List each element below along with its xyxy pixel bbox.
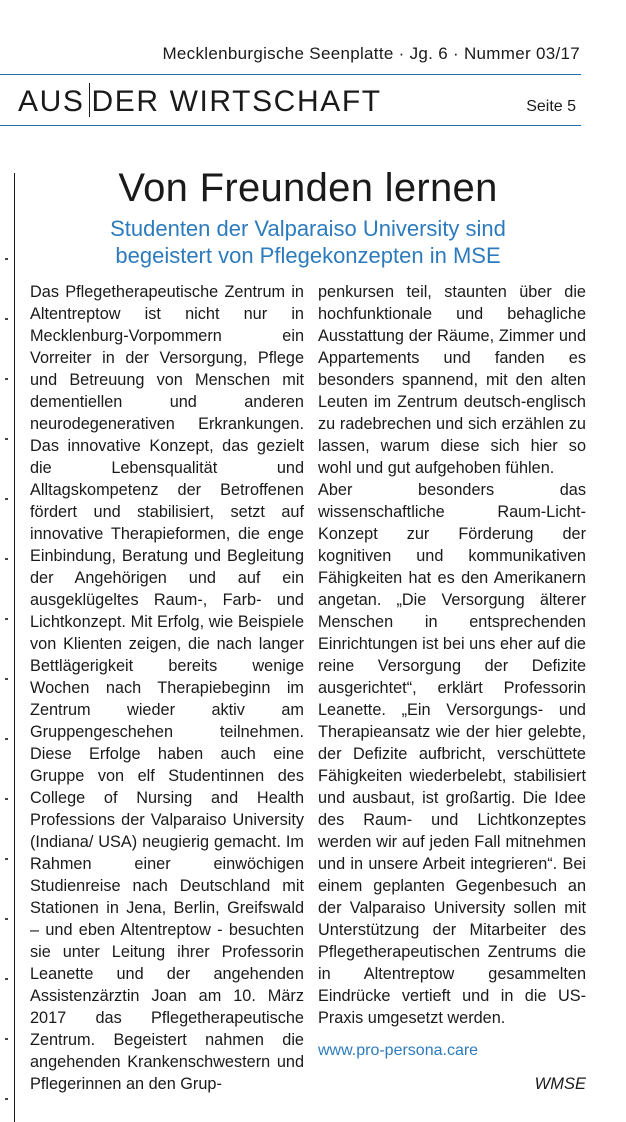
- header-bottom-rule: [0, 125, 581, 126]
- margin-tick: [5, 678, 8, 680]
- article-headline: Von Freunden lernen: [118, 166, 498, 210]
- margin-tick: [5, 738, 8, 740]
- margin-tick: [5, 1098, 8, 1100]
- margin-tick: [5, 318, 8, 320]
- section-divider: [89, 83, 90, 117]
- article-column-right: [318, 281, 586, 1095]
- masthead: Mecklenburgische Seenplatte · Jg. 6 · Nummer 03/17: [162, 44, 580, 63]
- page-number: Seite 5: [526, 98, 576, 115]
- section-title-part1: AUS: [18, 85, 85, 118]
- margin-tick: [5, 918, 8, 920]
- article-subheadline: [18, 215, 598, 269]
- article-column-left: [30, 281, 304, 1095]
- margin-tick: [5, 258, 8, 260]
- section-title: [18, 82, 382, 122]
- website-link[interactable]: www.pro-persona.care: [318, 1042, 479, 1059]
- margin-tick: [5, 1038, 8, 1040]
- subheadline-line-2: begeistert von Pflegekonzepten in MSE: [115, 243, 501, 268]
- margin-tick: [5, 558, 8, 560]
- article-paragraph: penkursen teil, staunten über die hochfunktionale und behagliche Ausstattung der Räume, Zimmer und Appartements und fanden es besonders spannend, mit den alten Leuten im Zentrum deutsch-englisch zu radebrechen und sich erzählen zu lassen, warum diese sich hier so wohl und gut aufgehoben fühlen.: [318, 283, 586, 477]
- article-paragraph: Das Pflegetherapeutische Zentrum in Altentreptow ist nicht nur in Mecklenburg-Vorpommern ein Vorreiter in der Versorgung, Pflege und Betreuung von Menschen mit dementiellen und anderen neurodegenerativen Erkrankungen. Das innovative Konzept, das gezielt die Lebensqualität und Alltagskompetenz der Betroffenen fördert und stabilisiert, setzt auf innovative Therapieformen, die enge Einbindung, Beratung und Begleitung der Angehörigen und auf ein ausgeklügeltes Raum-, Farb- und Lichtkonzept. Mit Erfolg, wie Beispiele von Klienten zeigen, die nach langer Bettlägerigkeit bereits wenige Wochen nach Therapiebeginn im Zentrum wieder aktiv am Gruppengeschehen teilnehmen. Diese Erfolge haben auch eine Gruppe von elf Studentinnen des College of Nursing and Health Professions der Valparaiso University (Indiana/ USA) neugierig gemacht. Im Rahmen einer einwöchigen Studienreise nach Deutschland mit Stationen in Jena, Berlin, Greifswald – und eben Altentreptow - besuchten sie unter Leitung ihrer Professorin Leanette und der angehenden Assistenzärztin Joan am 10. März 2017 das Pflegetherapeutische Zentrum. Begeistert nahmen die angehenden Krankenschwestern und Pflegerinnen an den Grup-: [30, 283, 304, 1093]
- section-title-part2: DER WIRTSCHAFT: [91, 85, 382, 118]
- margin-tick: [5, 978, 8, 980]
- margin-tick: [5, 798, 8, 800]
- margin-tick: [5, 618, 8, 620]
- margin-tick: [5, 498, 8, 500]
- article-paragraph: Aber besonders das wissenschaftliche Raum-Licht-Konzept zur Förderung der kognitiven und kommunikativen Fähigkeiten hat es den Amerikanern angetan. „Die Versorgung älterer Menschen in entsprechenden Einrichtungen ist bei uns eher auf die reine Versorgung der Defizite ausgerichtet“, erklärt Professorin Leanette. „Ein Versorgungs- und Therapieansatz wie der hier gelebte, der Defizite aufbricht, verschüttete Fähigkeiten wiederbelebt, stabilisiert und ausbaut, ist großartig. Die Idee des Raum- und Lichtkonzeptes werden wir auf jeden Fall mitnehmen und in unsere Arbeit integrieren“. Bei einem geplanten Gegenbesuch an der Valparaiso University sollen mit Unterstützung der Mitarbeiter des Pflegetherapeutischen Zentrums die in Altentreptow gesammelten Eindrücke vertieft und in die US-Praxis umgesetzt werden.: [318, 481, 586, 1027]
- margin-tick: [5, 438, 8, 440]
- author-signature: WMSE: [534, 1075, 586, 1093]
- subheadline-line-1: Studenten der Valparaiso University sind: [110, 216, 506, 241]
- header-top-rule: [0, 74, 581, 75]
- margin-tick: [5, 858, 8, 860]
- margin-tick: [5, 378, 8, 380]
- margin-line: [14, 173, 15, 1122]
